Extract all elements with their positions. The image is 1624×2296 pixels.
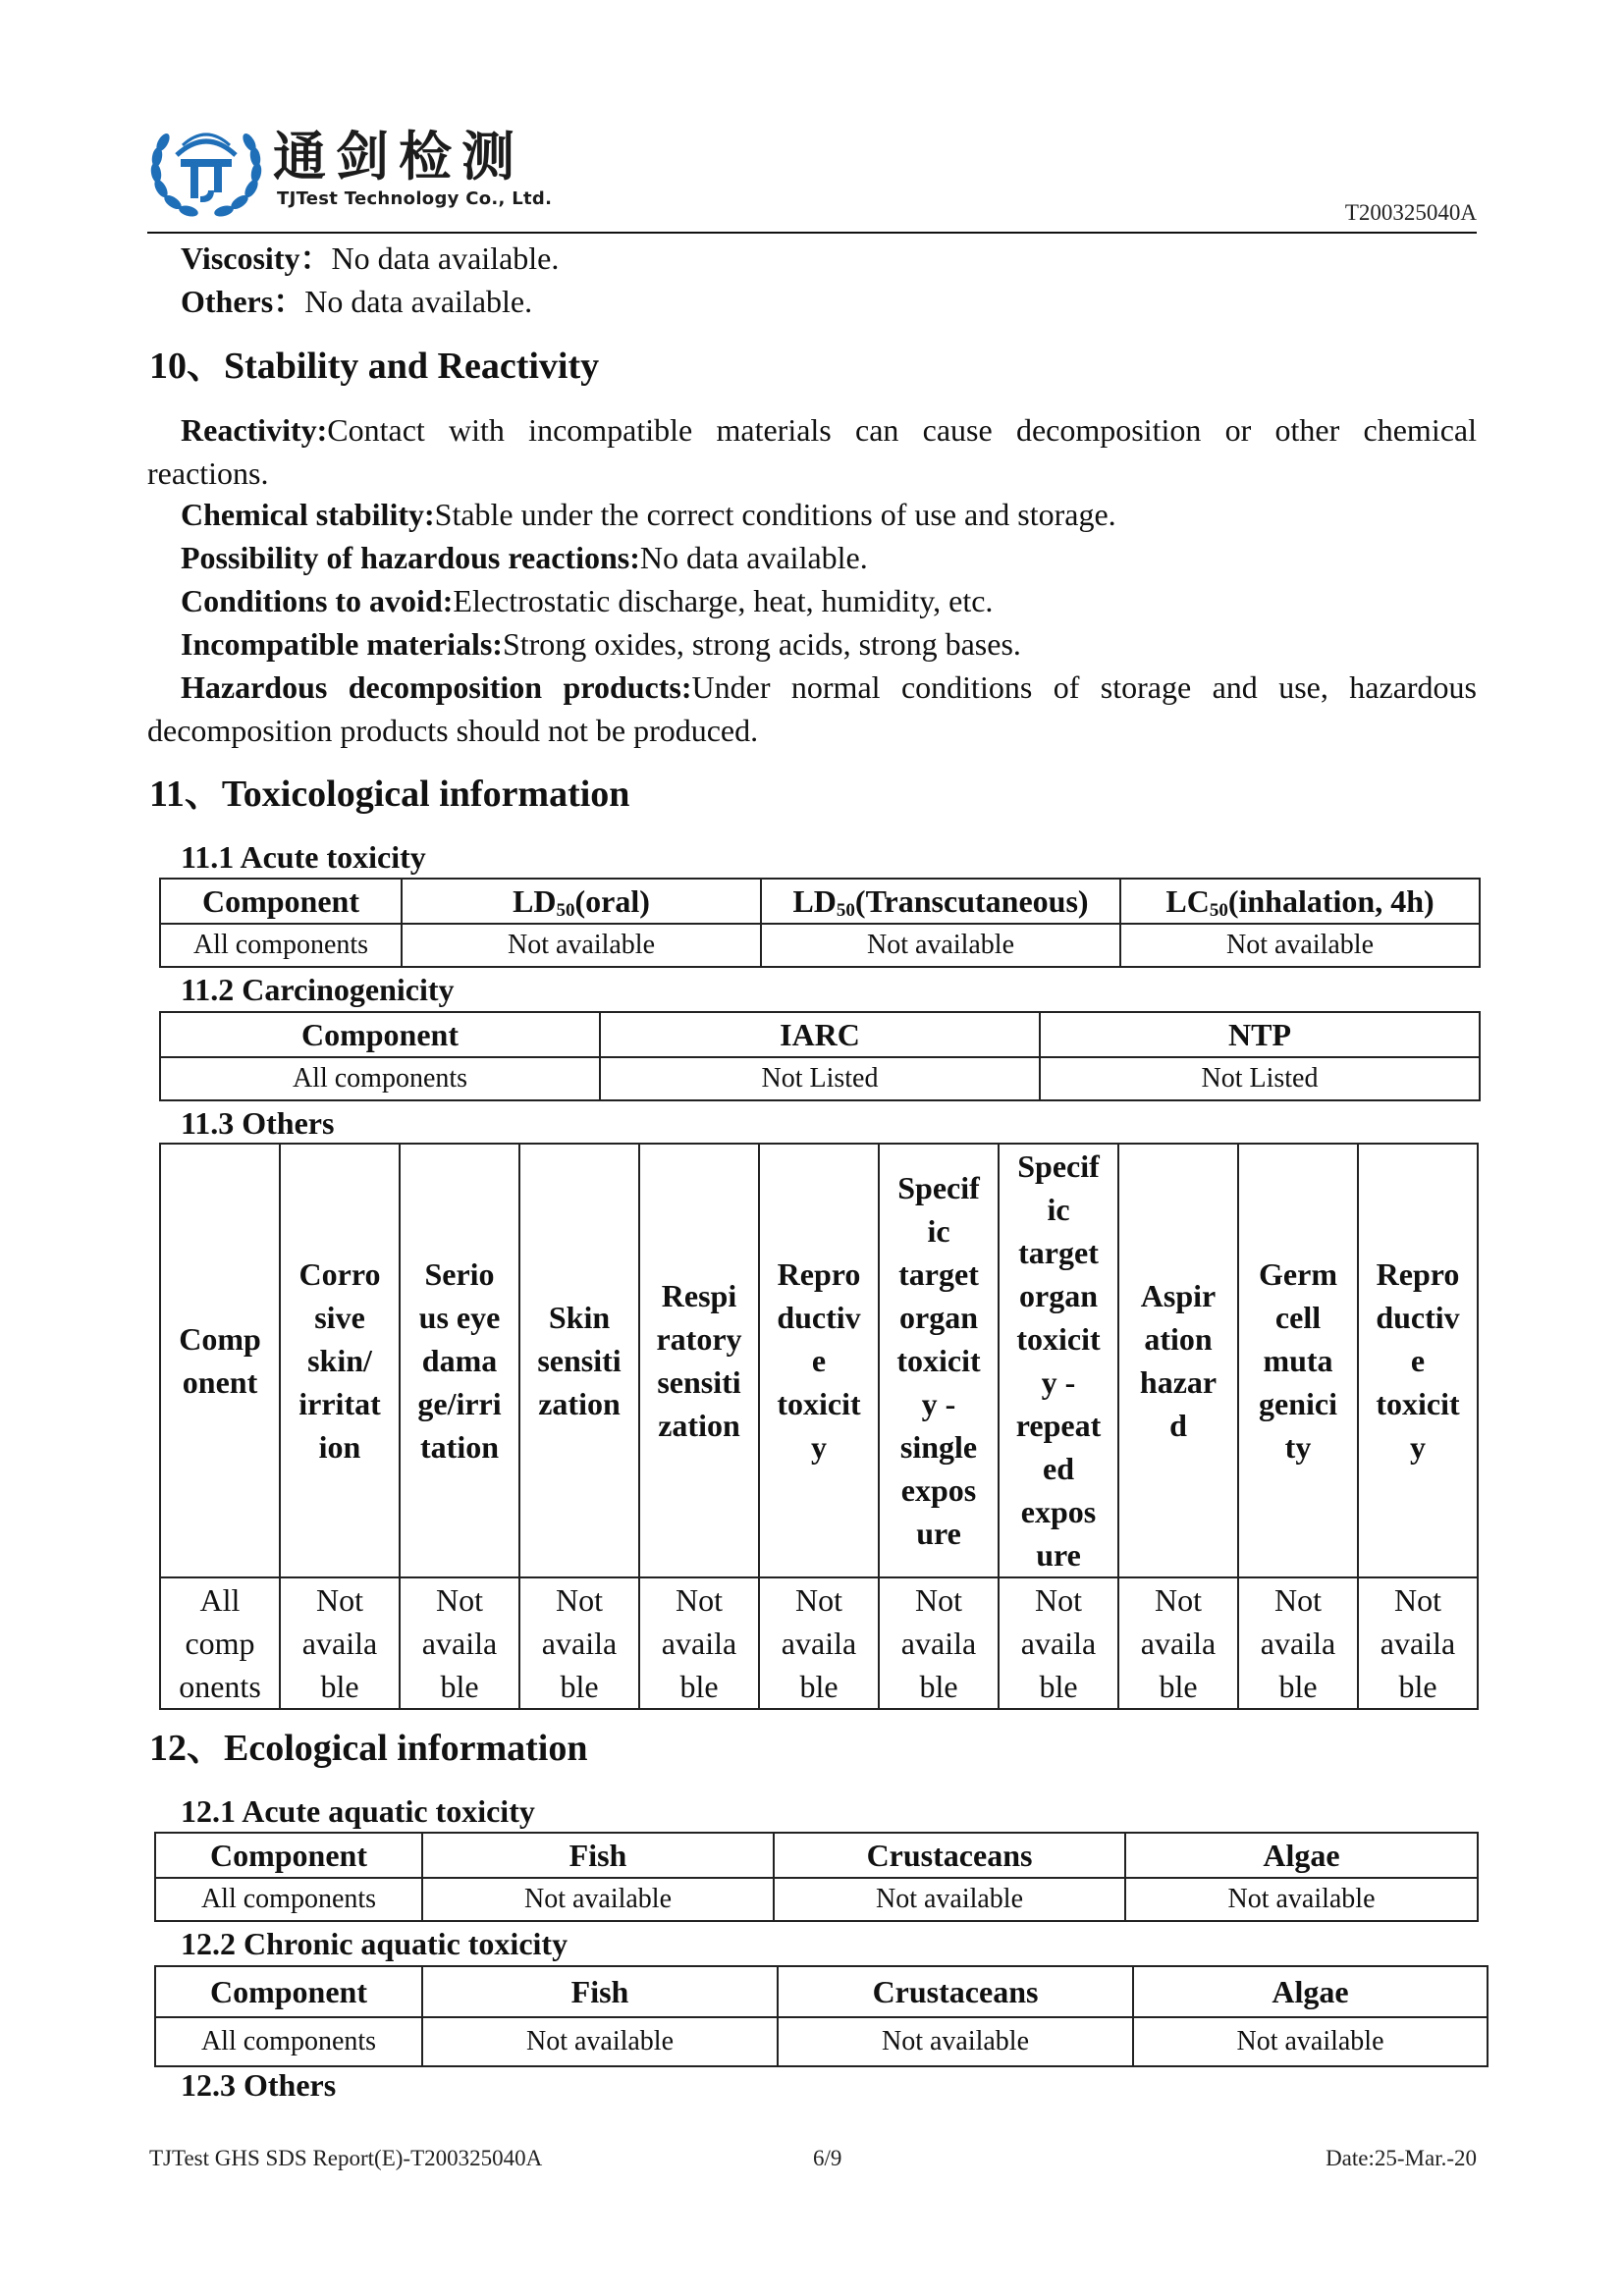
column-header: $LC_{50}(inhalation$, 4h) <box>1120 879 1480 924</box>
table-cell: Not available <box>778 2017 1133 2066</box>
table-cell: Not availa ble <box>1358 1577 1478 1709</box>
column-header: $LD_{50}(oral)$ <box>402 879 761 924</box>
chronic-aquatic-title: 12.2 Chronic aquatic toxicity <box>181 1926 568 1961</box>
table-cell: Not availa ble <box>400 1577 519 1709</box>
column-header: Crustaceans <box>774 1833 1125 1878</box>
column-header: Fish <box>422 1833 774 1878</box>
document-number: T200325040A <box>1344 200 1477 225</box>
conditions-to-avoid-value: Electrostatic discharge, heat, humidity, etc. <box>453 583 994 618</box>
column-header: $LD_{50}(Transcutaneous)$ <box>761 879 1120 924</box>
column-header: IARC <box>600 1012 1040 1057</box>
viscosity-line <box>181 239 559 278</box>
reactivity-text: Contact with incompatible materials can cause decomposition or other chemical <box>327 412 1477 448</box>
reactivity-label: Reactivity: <box>181 412 328 448</box>
decomposition-text-cont: decomposition products should not be produced. <box>147 713 759 748</box>
header-divider <box>147 232 1477 234</box>
table-row <box>155 1878 1478 1921</box>
viscosity-label: Viscosity： <box>181 240 332 276</box>
table-header-row <box>160 1012 1480 1057</box>
table-row <box>160 924 1480 967</box>
table-cell: Not availa ble <box>280 1577 400 1709</box>
column-header: Specif ic target organ toxicit y - single expos ure <box>879 1144 999 1577</box>
table-row <box>155 2017 1488 2066</box>
chemical-stability-label: Chemical stability: <box>181 497 435 532</box>
section-11-heading: 11、Toxicological information <box>149 774 630 815</box>
chemical-stability-line <box>181 495 1116 534</box>
table-cell: Not available <box>1125 1878 1478 1921</box>
table-cell: Not available <box>1120 924 1480 967</box>
footer-page-number: 6/9 <box>813 2146 842 2170</box>
others-line <box>181 282 532 321</box>
conditions-to-avoid-line <box>181 581 993 620</box>
brand-name-english: TJTest Technology Co., Ltd. <box>277 188 553 209</box>
table-cell: Not availa ble <box>639 1577 759 1709</box>
table-cell: Not availa ble <box>519 1577 639 1709</box>
others-toxicity-table <box>159 1143 1479 1710</box>
table-cell: Not availa ble <box>879 1577 999 1709</box>
conditions-to-avoid-label: Conditions to avoid: <box>181 583 454 618</box>
column-header: Component <box>160 879 402 924</box>
tjtest-logo-icon <box>147 116 265 224</box>
column-header: NTP <box>1040 1012 1480 1057</box>
table-header-row <box>160 1144 1478 1577</box>
table-cell: All components <box>160 924 402 967</box>
hazardous-reactions-value: No data available. <box>639 540 868 575</box>
table-cell: Not availa ble <box>1118 1577 1238 1709</box>
table-cell: All components <box>160 1057 600 1100</box>
table-cell: Not availa ble <box>1238 1577 1358 1709</box>
column-header: Germ cell muta genici ty <box>1238 1144 1358 1577</box>
carcinogenicity-title: 11.2 Carcinogenicity <box>181 972 455 1007</box>
column-header: Algae <box>1133 1966 1488 2017</box>
reactivity-text-cont: reactions. <box>147 455 269 491</box>
table-cell: All components <box>155 2017 422 2066</box>
column-header: Serio us eye dama ge/irri tation <box>400 1144 519 1577</box>
table-cell: Not available <box>422 2017 778 2066</box>
hazardous-reactions-line <box>181 538 868 577</box>
decomposition-text: Under normal conditions of storage and use, hazardous <box>691 669 1478 705</box>
reactivity-paragraph <box>147 408 1477 495</box>
column-header: Component <box>160 1012 600 1057</box>
footer-date: Date:25-Mar.-20 <box>1326 2146 1477 2170</box>
column-header: Crustaceans <box>778 1966 1133 2017</box>
decomposition-paragraph <box>147 666 1477 752</box>
others-label: Others： <box>181 284 305 319</box>
column-header: Respi ratory sensiti zation <box>639 1144 759 1577</box>
column-header: Aspir ation hazar d <box>1118 1144 1238 1577</box>
table-cell: Not availa ble <box>759 1577 879 1709</box>
table-cell: All components <box>155 1878 422 1921</box>
carcinogenicity-table <box>159 1011 1481 1101</box>
column-header: Comp onent <box>160 1144 280 1577</box>
table-cell: Not Listed <box>1040 1057 1480 1100</box>
table-row <box>160 1577 1478 1709</box>
column-header: Repro ductiv e toxicit y <box>759 1144 879 1577</box>
column-header: Fish <box>422 1966 778 2017</box>
chronic-aquatic-table <box>154 1965 1489 2067</box>
acute-toxicity-table <box>159 878 1481 968</box>
table-cell: Not available <box>1133 2017 1488 2066</box>
column-header: Component <box>155 1833 422 1878</box>
table-header-row <box>155 1966 1488 2017</box>
section-10-heading: 10、Stability and Reactivity <box>149 346 600 387</box>
page-header <box>147 116 1477 234</box>
column-header: Skin sensiti zation <box>519 1144 639 1577</box>
viscosity-value: No data available. <box>331 240 560 276</box>
footer-report-id: TJTest GHS SDS Report(E)-T200325040A <box>149 2146 543 2170</box>
brand-name-chinese: 通剑检测 <box>273 126 524 187</box>
column-header: Corro sive skin/ irritat ion <box>280 1144 400 1577</box>
others-ecological-title: 12.3 Others <box>181 2067 337 2103</box>
table-cell: Not availa ble <box>999 1577 1118 1709</box>
acute-toxicity-title: 11.1 Acute toxicity <box>181 839 426 875</box>
chemical-stability-value: Stable under the correct conditions of use and storage. <box>434 497 1116 532</box>
table-cell: Not available <box>422 1878 774 1921</box>
incompatible-materials-value: Strong oxides, strong acids, strong bases. <box>502 626 1021 662</box>
table-cell: Not Listed <box>600 1057 1040 1100</box>
table-header-row <box>155 1833 1478 1878</box>
table-row <box>160 1057 1480 1100</box>
table-header-row <box>160 879 1480 924</box>
column-header: Component <box>155 1966 422 2017</box>
table-cell: Not available <box>761 924 1120 967</box>
table-cell: Not available <box>402 924 761 967</box>
table-cell: All comp onents <box>160 1577 280 1709</box>
column-header: Repro ductiv e toxicit y <box>1358 1144 1478 1577</box>
incompatible-materials-line <box>181 624 1021 664</box>
acute-aquatic-table <box>154 1832 1479 1922</box>
others-value: No data available. <box>304 284 533 319</box>
column-header: Algae <box>1125 1833 1478 1878</box>
column-header: Specif ic target organ toxicit y - repeat ed expos ure <box>999 1144 1118 1577</box>
others-toxicity-title: 11.3 Others <box>181 1105 335 1141</box>
table-cell: Not available <box>774 1878 1125 1921</box>
section-12-heading: 12、Ecological information <box>149 1728 588 1769</box>
incompatible-materials-label: Incompatible materials: <box>181 626 503 662</box>
acute-aquatic-title: 12.1 Acute aquatic toxicity <box>181 1793 535 1829</box>
hazardous-reactions-label: Possibility of hazardous reactions: <box>181 540 640 575</box>
decomposition-label: Hazardous decomposition products: <box>181 669 692 705</box>
